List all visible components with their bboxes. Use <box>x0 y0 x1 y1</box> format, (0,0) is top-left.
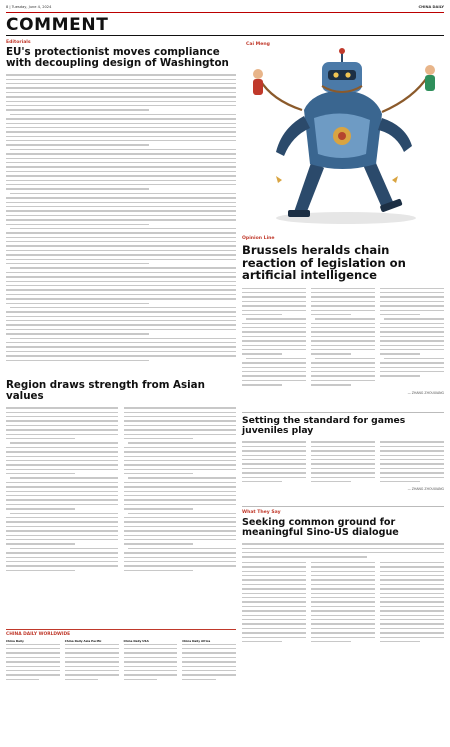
opinion-tag: Opinion Line <box>242 236 275 241</box>
masthead-rule <box>6 35 444 36</box>
footer-col-1 <box>6 640 60 683</box>
editorial-tag: Editorials <box>6 40 31 45</box>
footer-col-3-title: China Daily USA <box>123 639 149 643</box>
footer-columns <box>6 640 236 683</box>
opinion-headline: Brussels heralds chain reaction of legislation on artificial intelligence <box>242 243 406 283</box>
whatsay-body <box>242 562 444 645</box>
section-masthead: COMMENT <box>6 15 109 35</box>
paper-name: CHINA DAILY <box>418 5 444 9</box>
editorial-article <box>6 40 236 364</box>
footer-bar-title: CHINA DAILY WORLDWIDE <box>6 632 71 637</box>
region-headline: Region draws strength from Asian values <box>6 379 205 403</box>
opinion-body <box>242 288 444 389</box>
newspaper-page <box>6 4 444 743</box>
footer-col-1-title: China Daily <box>6 639 24 643</box>
footer-col-2-title: China Daily Asia Pacific <box>64 639 102 643</box>
cartoon-illustration <box>242 40 444 230</box>
whatsay-tag: What They Say <box>242 509 281 515</box>
top-red-rule <box>6 12 444 13</box>
worldwide-footer <box>6 629 236 743</box>
region-article <box>6 380 236 574</box>
footer-col-3 <box>124 640 178 683</box>
juveniles-headline: Setting the standard for games juveniles play <box>242 414 406 436</box>
whatsay-headline: Seeking common ground for meaningful Sino-US dialogue <box>242 516 399 538</box>
editorial-cartoon <box>242 40 444 230</box>
opinion-article <box>242 236 444 395</box>
footer-col-4-title: China Daily Africa <box>182 639 211 643</box>
juveniles-byline: — ZHANG ZHOUXIANG <box>407 487 444 492</box>
editorial-body <box>6 74 236 361</box>
editorial-headline: EU's protectionist moves compliance with decoupling design of Washington <box>6 46 229 70</box>
whatsay-rule <box>242 506 444 507</box>
footer-col-4 <box>182 640 236 683</box>
juveniles-rule <box>242 412 444 413</box>
whatsay-intro <box>242 543 444 558</box>
page-info: 8 | Tuesday, June 4, 2024 <box>6 5 52 9</box>
cartoon-credit: Cai Meng <box>246 42 270 47</box>
region-body <box>6 407 236 574</box>
page-topline <box>6 4 444 12</box>
juveniles-body <box>242 441 444 485</box>
opinion-byline: — ZHANG ZHOUXIANG <box>407 390 444 395</box>
juveniles-article <box>242 412 444 491</box>
whatsay-article <box>242 506 444 645</box>
footer-col-2 <box>65 640 119 683</box>
